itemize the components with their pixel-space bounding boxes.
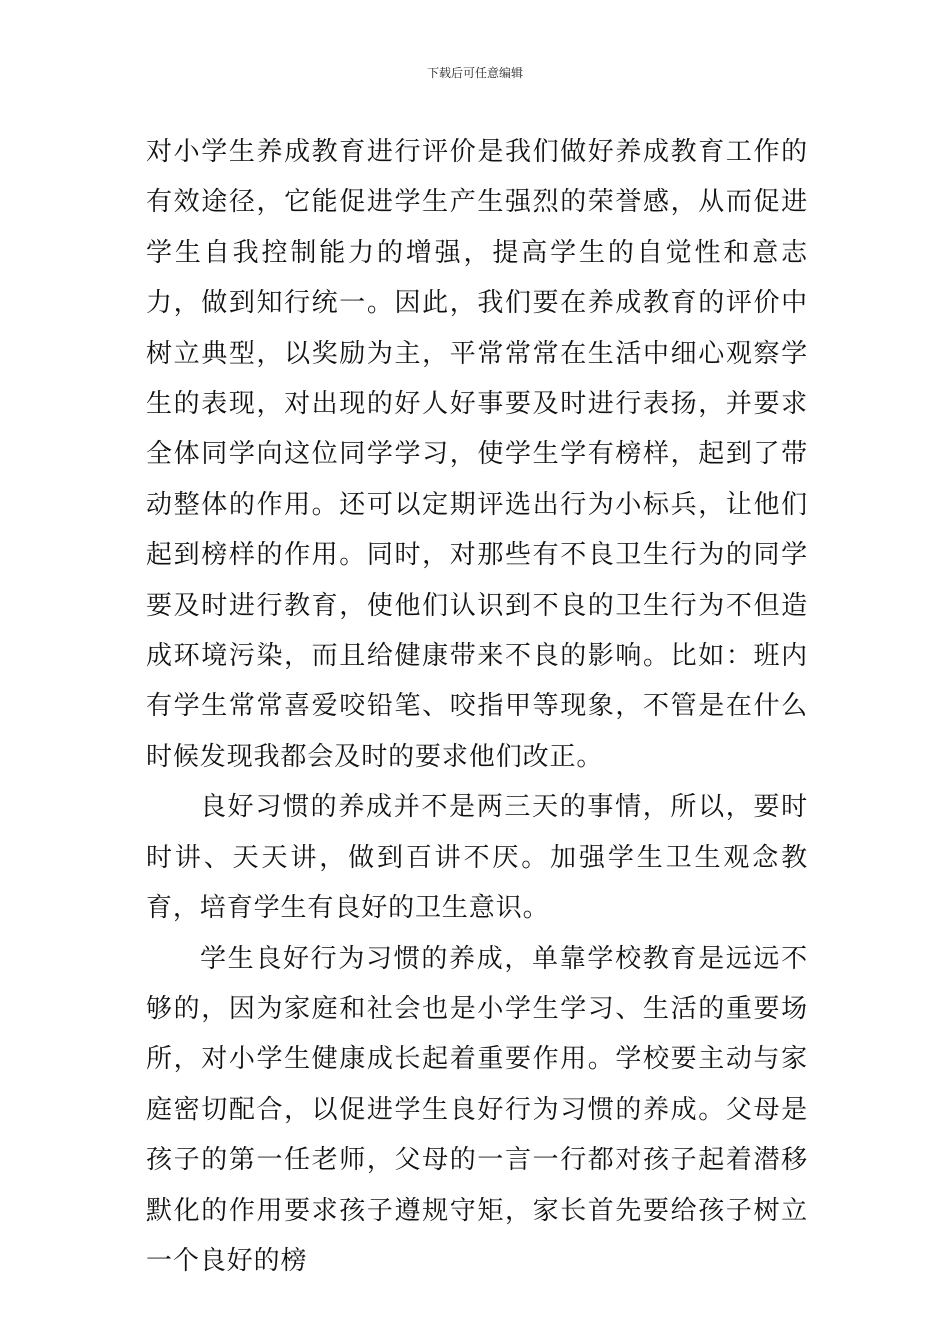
page-header: 下载后可任意编辑 [426, 66, 523, 80]
paragraph-habit-formation: 良好习惯的养成并不是两三天的事情，所以，要时时讲、天天讲，做到百讲不厌。加强学生卫生观念教育，培育学生有良好的卫生意识。 [146, 792, 808, 924]
paragraph-evaluation: 对小学生养成教育进行评价是我们做好养成教育工作的有效途径，它能促进学生产生强烈的荣誉感，从而促进学生自我控制能力的增强，提高学生的自觉性和意志力，做到知行统一。因此，我们要在养成教育的评价中树立典型，以奖励为主，平常常常在生活中细心观察学生的表现，对出现的好人好事要及时进行表扬，并要求全体同学向这位同学学习，使学生学有榜样，起到了带动整体的作用。还可以定期评选出行为小标兵，让他们起到榜样的作用。同时，对那些有不良卫生行为的同学要及时进行教育，使他们认识到不良的卫生行为不但造成环境污染，而且给健康带来不良的影响。比如：班内有学生常常喜爱咬铅笔、咬指甲等现象，不管是在什么时候发现我都会及时的要求他们改正。 [146, 137, 808, 772]
document-body [146, 127, 808, 1286]
paragraph-family-cooperation: 学生良好行为习惯的养成，单靠学校教育是远远不够的，因为家庭和社会也是小学生学习、生活的重要场所，对小学生健康成长起着重要作用。学校要主动与家庭密切配合，以促进学生良好行为习惯的养成。父母是孩子的第一任老师，父母的一言一行都对孩子起着潜移默化的作用要求孩子遵规守矩，家长首先要给孩子树立一个良好的榜 [146, 943, 808, 1276]
